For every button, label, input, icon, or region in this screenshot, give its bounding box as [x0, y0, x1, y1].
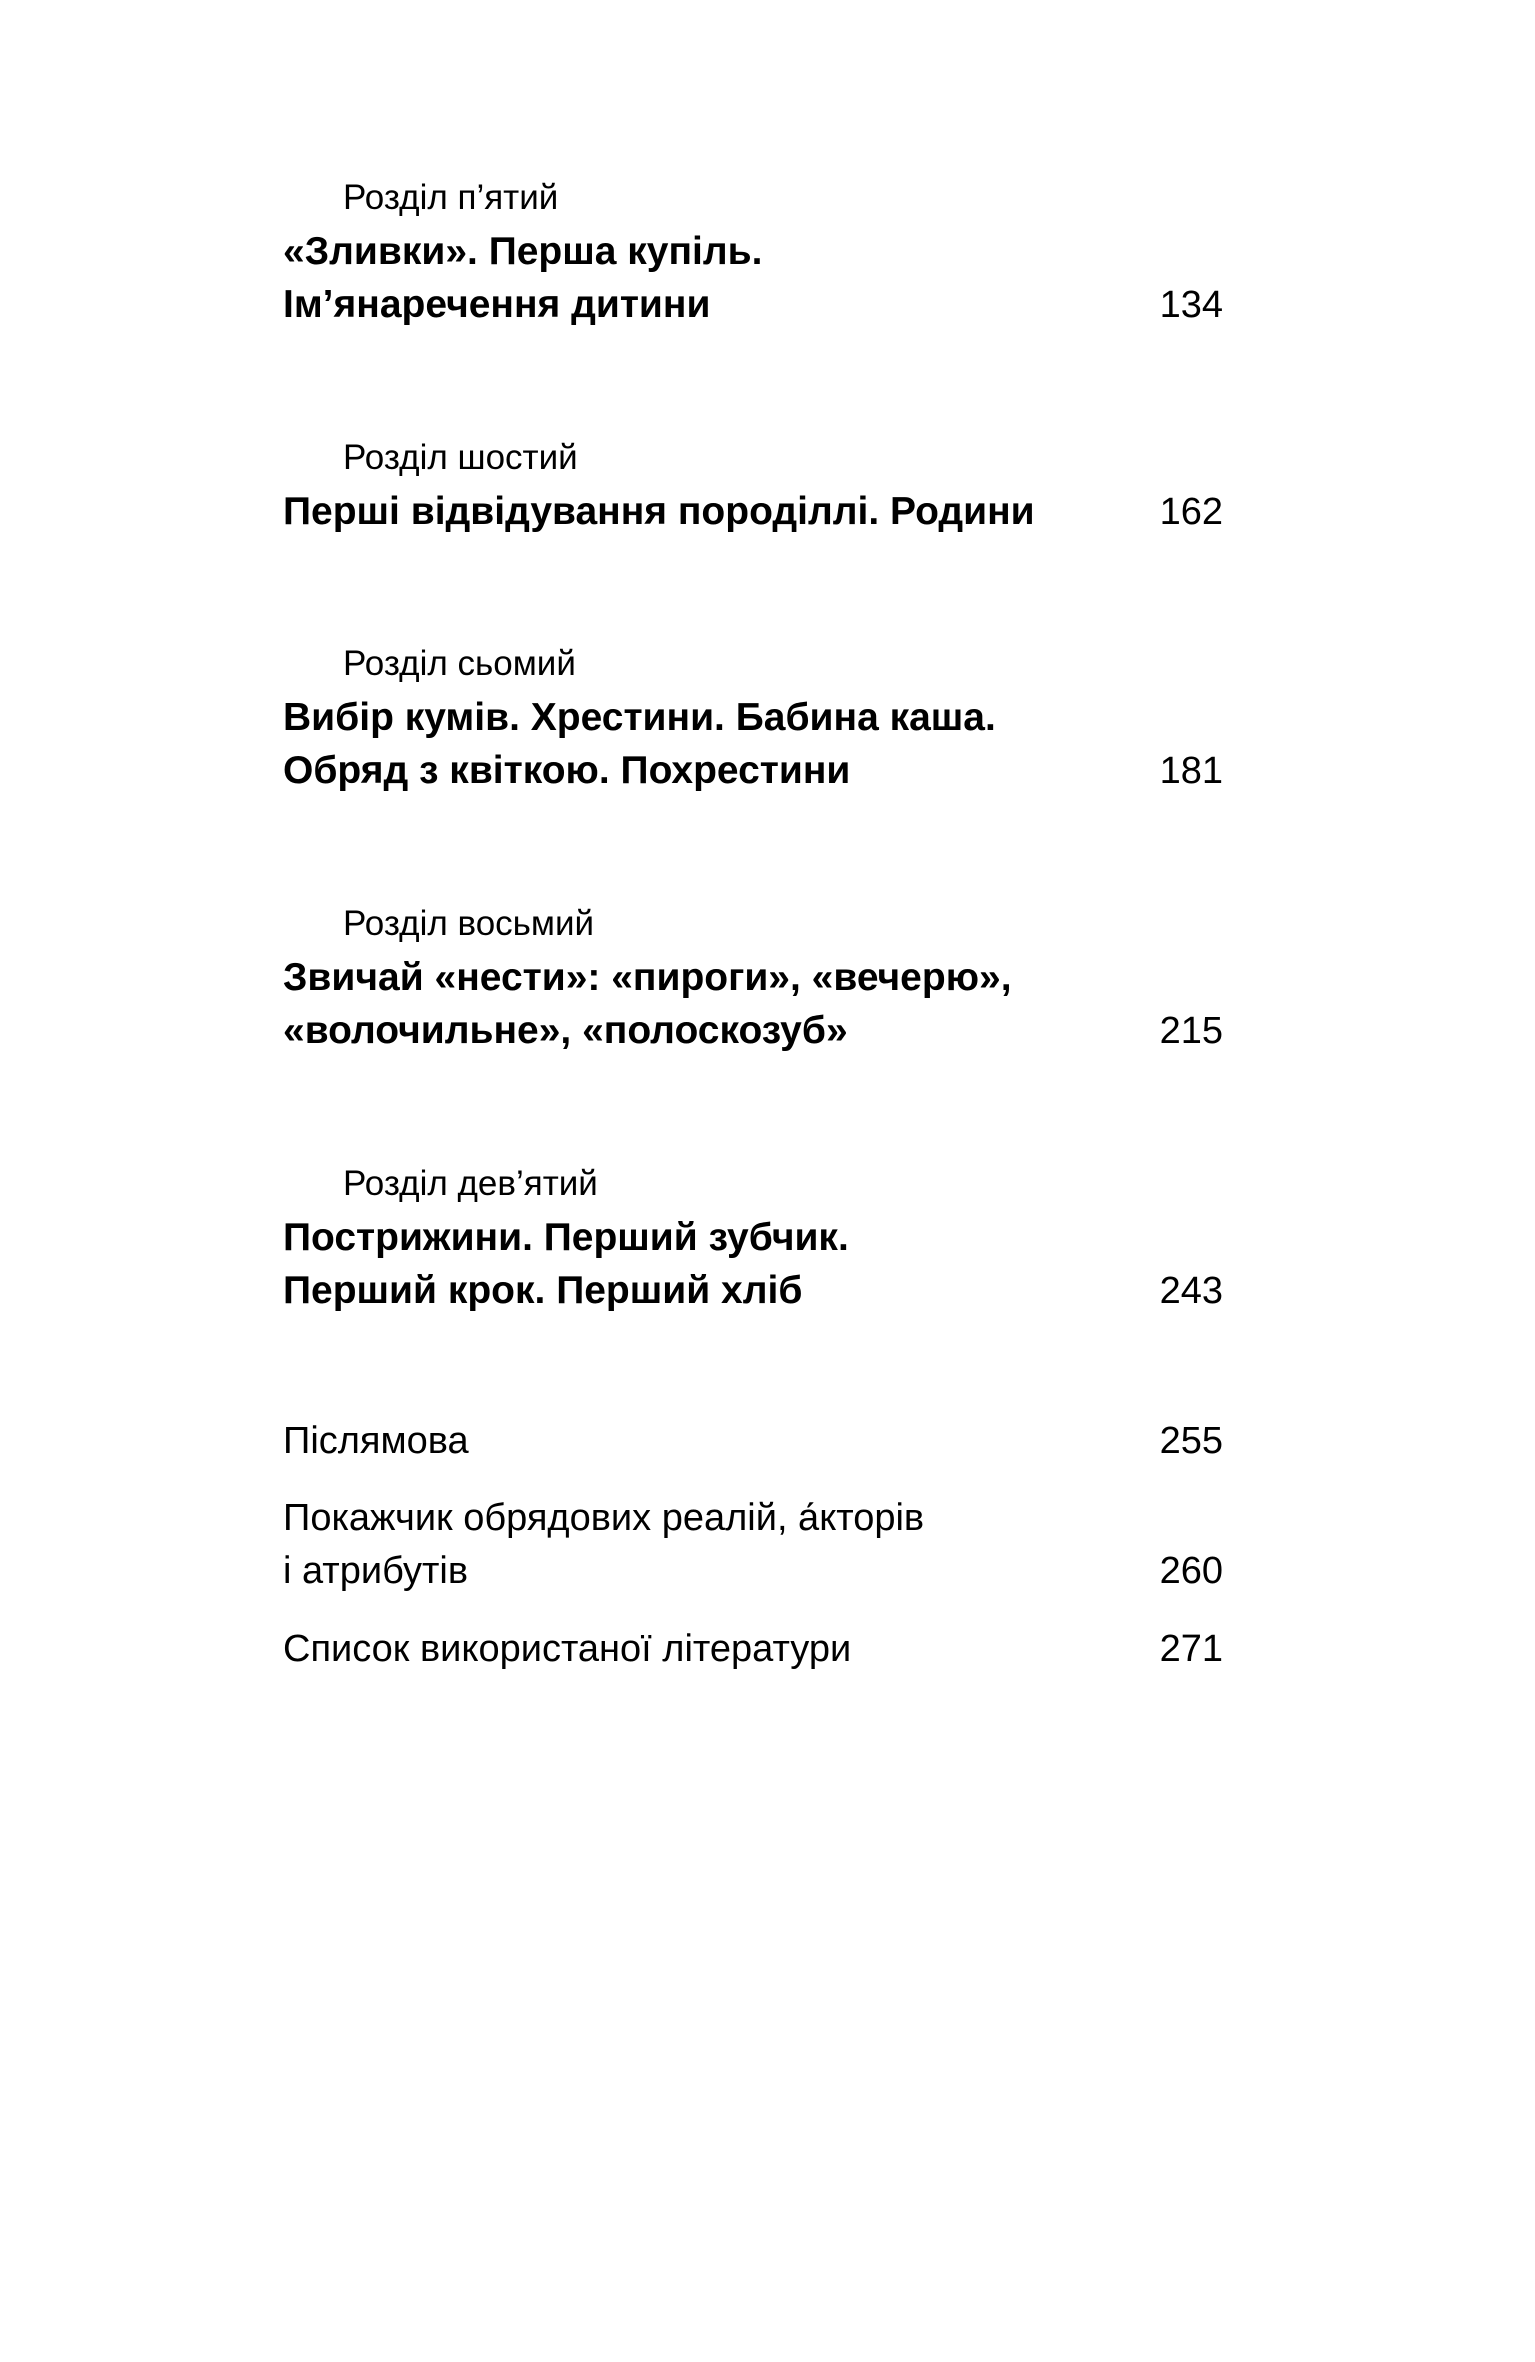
entry-title-line: і атрибутів [283, 1550, 469, 1592]
chapter-title-line: Перший крок. Перший хліб [283, 1269, 803, 1312]
page-number: 271 [1159, 1628, 1223, 1670]
chapter-label: Розділ дев’ятий [343, 1164, 598, 1203]
page-number: 162 [1159, 491, 1223, 533]
entry-title-line: Покажчик обрядових реалій, а́кторів [283, 1497, 925, 1539]
page-number: 215 [1159, 1010, 1223, 1052]
chapter-title-line: Пострижини. Перший зубчик. [283, 1216, 849, 1259]
chapter-title-line: «волочильне», «полоскозуб» [283, 1009, 848, 1052]
page-number: 243 [1159, 1270, 1223, 1312]
page-number: 134 [1159, 284, 1223, 326]
chapter-title-line: Звичай «нести»: «пироги», «вечерю», [283, 956, 1012, 999]
page-number: 181 [1159, 750, 1223, 792]
chapter-title-line: «Зливки». Перша купіль. [283, 230, 763, 273]
page-number: 255 [1159, 1420, 1223, 1462]
entry-title-line: Список використаної літератури [283, 1628, 852, 1670]
chapter-title-line: Перші відвідування породіллі. Родини [283, 490, 1035, 533]
chapter-title-line: Обряд з квіткою. Похрестини [283, 749, 851, 792]
entry-title-line: Післямова [283, 1420, 469, 1462]
table-of-contents [283, 0, 1223, 2362]
chapter-label: Розділ сьомий [343, 644, 576, 683]
chapter-label: Розділ восьмий [343, 904, 595, 943]
page-number: 260 [1159, 1550, 1223, 1592]
chapter-label: Розділ шостий [343, 438, 578, 477]
chapter-title-line: Вибір кумів. Хрестини. Бабина каша. [283, 696, 996, 739]
chapter-title-line: Ім’янаречення дитини [283, 283, 711, 326]
chapter-label: Розділ п’ятий [343, 178, 559, 217]
